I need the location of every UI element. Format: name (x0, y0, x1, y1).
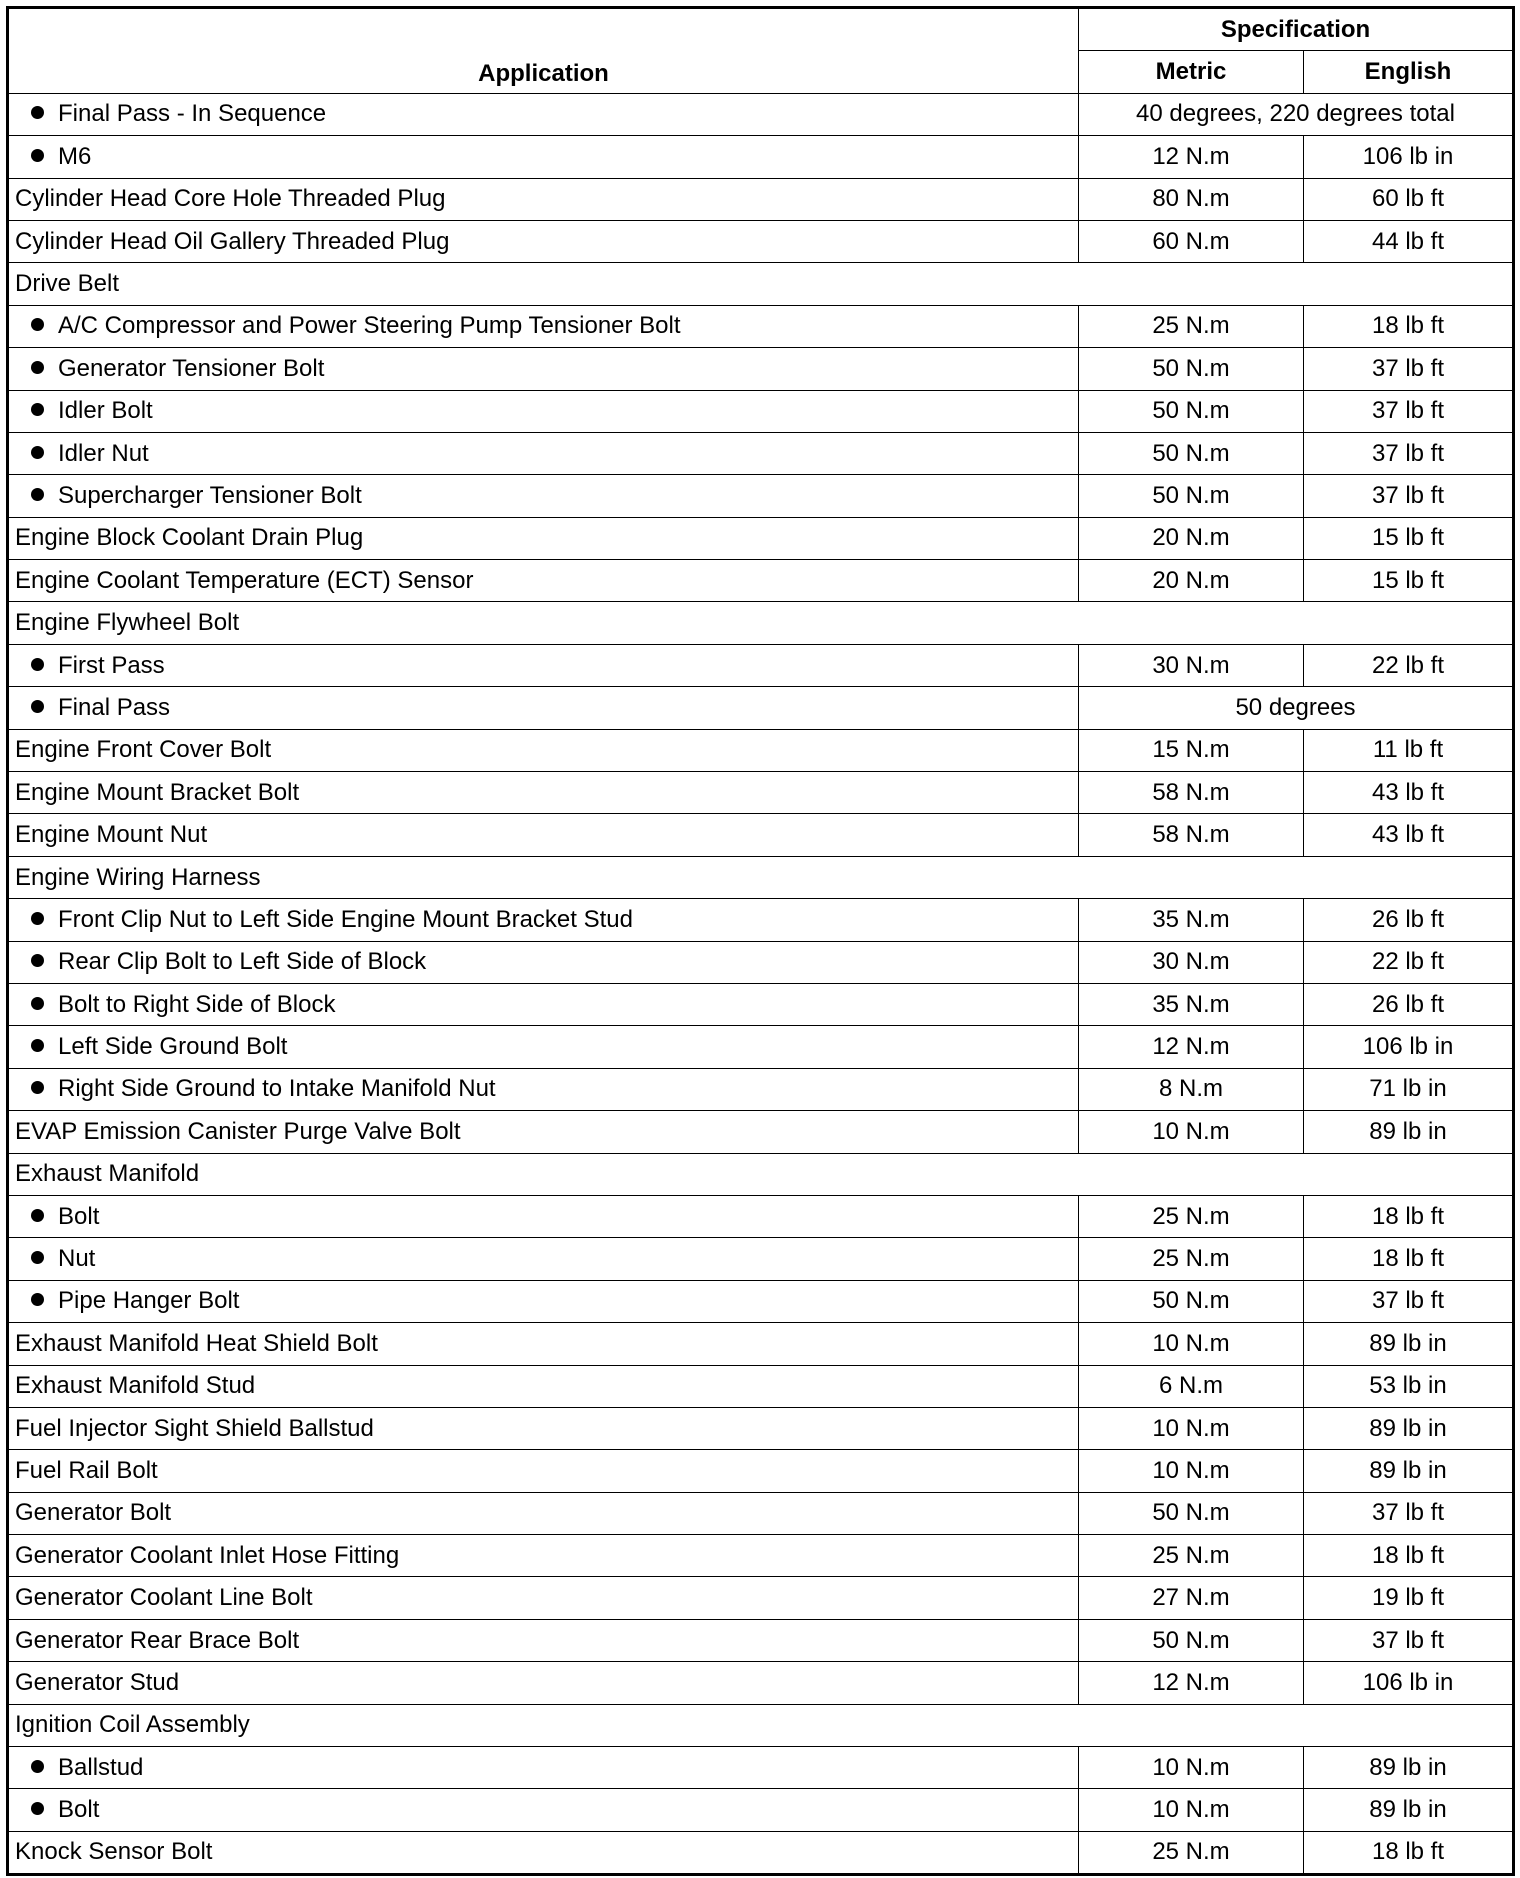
metric-cell: 12 N.m (1079, 1026, 1304, 1068)
english-cell: 11 lb ft (1304, 729, 1514, 771)
table-row (8, 1747, 1514, 1789)
application-label: Engine Front Cover Bolt (15, 736, 272, 764)
english-cell: 89 lb in (1304, 1450, 1514, 1492)
bullet-icon (31, 1802, 44, 1815)
english-cell: 89 lb in (1304, 1789, 1514, 1831)
application-cell (8, 517, 1079, 559)
bullet-icon (31, 361, 44, 374)
application-cell (8, 687, 1079, 729)
table-row (8, 1789, 1514, 1831)
application-label: Final Pass (58, 693, 171, 721)
english-cell: 37 lb ft (1304, 348, 1514, 390)
table-row (8, 432, 1514, 474)
application-label: Drive Belt (15, 270, 120, 298)
application-label: Pipe Hanger Bolt (58, 1287, 240, 1315)
metric-cell: 50 N.m (1079, 390, 1304, 432)
english-cell: 37 lb ft (1304, 432, 1514, 474)
application-cell (8, 560, 1079, 602)
english-cell: 15 lb ft (1304, 560, 1514, 602)
metric-cell: 25 N.m (1079, 1238, 1304, 1280)
metric-cell: 25 N.m (1079, 1535, 1304, 1577)
header-row (8, 8, 1514, 51)
table-row (8, 1450, 1514, 1492)
application-cell (8, 1238, 1079, 1280)
bullet-icon (31, 403, 44, 416)
metric-cell: 80 N.m (1079, 178, 1304, 220)
table-row (8, 1111, 1514, 1153)
table-row (8, 1280, 1514, 1322)
metric-cell: 6 N.m (1079, 1365, 1304, 1407)
english-cell: 18 lb ft (1304, 1535, 1514, 1577)
application-label: Generator Rear Brace Bolt (15, 1626, 300, 1654)
bullet-icon (31, 658, 44, 671)
application-cell (8, 305, 1079, 347)
application-cell (8, 1789, 1079, 1831)
english-cell: 37 lb ft (1304, 1492, 1514, 1534)
application-label: Bolt (58, 1796, 100, 1824)
bullet-icon (31, 1081, 44, 1094)
english-cell: 60 lb ft (1304, 178, 1514, 220)
application-label: Fuel Injector Sight Shield Ballstud (15, 1414, 374, 1442)
application-label: Final Pass - In Sequence (58, 100, 327, 128)
application-label: Ballstud (58, 1753, 144, 1781)
application-label: Ignition Coil Assembly (15, 1711, 250, 1739)
metric-cell: 12 N.m (1079, 1662, 1304, 1704)
metric-cell: 27 N.m (1079, 1577, 1304, 1619)
bullet-icon (31, 1760, 44, 1773)
application-cell (8, 1747, 1079, 1789)
english-cell: 106 lb in (1304, 1026, 1514, 1068)
metric-cell: 10 N.m (1079, 1450, 1304, 1492)
group-row (8, 1704, 1514, 1746)
english-cell: 53 lb in (1304, 1365, 1514, 1407)
application-cell (8, 1662, 1079, 1704)
application-cell (8, 941, 1079, 983)
application-cell (8, 1026, 1079, 1068)
application-cell (8, 772, 1079, 814)
table-row (8, 983, 1514, 1025)
english-cell: 15 lb ft (1304, 517, 1514, 559)
application-cell (8, 1492, 1079, 1534)
table-row (8, 941, 1514, 983)
application-label: Bolt (58, 1202, 100, 1230)
bullet-icon (31, 954, 44, 967)
application-cell (8, 475, 1079, 517)
application-cell (8, 1704, 1514, 1746)
table-row (8, 136, 1514, 178)
metric-cell: 12 N.m (1079, 136, 1304, 178)
application-cell (8, 1407, 1079, 1449)
english-cell: 43 lb ft (1304, 772, 1514, 814)
table-row (8, 560, 1514, 602)
application-cell (8, 1365, 1079, 1407)
application-label: Generator Bolt (15, 1499, 172, 1527)
english-cell: 106 lb in (1304, 1662, 1514, 1704)
english-cell: 37 lb ft (1304, 1619, 1514, 1661)
bullet-icon (31, 1209, 44, 1222)
english-cell: 43 lb ft (1304, 814, 1514, 856)
metric-cell: 25 N.m (1079, 1831, 1304, 1874)
application-label: Engine Block Coolant Drain Plug (15, 524, 364, 552)
application-label: Supercharger Tensioner Bolt (58, 481, 362, 509)
application-label: Nut (58, 1245, 96, 1273)
table-row (8, 772, 1514, 814)
application-label: Right Side Ground to Intake Manifold Nut (58, 1075, 496, 1103)
english-cell: 18 lb ft (1304, 1238, 1514, 1280)
table-body (8, 93, 1514, 1874)
group-row (8, 602, 1514, 644)
bullet-icon (31, 488, 44, 501)
english-cell: 18 lb ft (1304, 1831, 1514, 1874)
metric-cell: 20 N.m (1079, 517, 1304, 559)
metric-cell: 50 N.m (1079, 475, 1304, 517)
metric-cell: 58 N.m (1079, 772, 1304, 814)
application-cell (8, 263, 1514, 305)
metric-cell: 50 N.m (1079, 348, 1304, 390)
english-cell: 26 lb ft (1304, 983, 1514, 1025)
english-cell: 89 lb in (1304, 1111, 1514, 1153)
application-label: Bolt to Right Side of Block (58, 990, 336, 1018)
spanned-spec-cell: 40 degrees, 220 degrees total (1079, 93, 1514, 135)
application-label: Engine Coolant Temperature (ECT) Sensor (15, 566, 474, 594)
metric-cell: 50 N.m (1079, 1619, 1304, 1661)
table-row (8, 390, 1514, 432)
application-cell (8, 1535, 1079, 1577)
english-cell: 89 lb in (1304, 1323, 1514, 1365)
torque-spec-table (6, 6, 1515, 1876)
english-cell: 71 lb in (1304, 1068, 1514, 1110)
group-row (8, 856, 1514, 898)
application-label: Front Clip Nut to Left Side Engine Mount Bracket Stud (58, 905, 633, 933)
application-label: Engine Wiring Harness (15, 863, 261, 891)
application-label: Left Side Ground Bolt (58, 1033, 288, 1061)
application-label: Engine Flywheel Bolt (15, 609, 240, 637)
application-cell (8, 432, 1079, 474)
table-row (8, 1068, 1514, 1110)
metric-cell: 60 N.m (1079, 220, 1304, 262)
bullet-icon (31, 997, 44, 1010)
table-header (8, 8, 1514, 94)
english-cell: 89 lb in (1304, 1407, 1514, 1449)
table-row (8, 1026, 1514, 1068)
application-label: Exhaust Manifold (15, 1160, 200, 1188)
application-label: Knock Sensor Bolt (15, 1838, 213, 1866)
english-cell: 26 lb ft (1304, 899, 1514, 941)
table-row (8, 1195, 1514, 1237)
english-cell: 22 lb ft (1304, 644, 1514, 686)
application-cell (8, 602, 1514, 644)
application-label: Cylinder Head Core Hole Threaded Plug (15, 185, 446, 213)
table-row (8, 644, 1514, 686)
application-cell (8, 644, 1079, 686)
bullet-icon (31, 318, 44, 331)
application-label: Exhaust Manifold Stud (15, 1372, 256, 1400)
application-label: Engine Mount Bracket Bolt (15, 778, 300, 806)
bullet-icon (31, 149, 44, 162)
metric-cell: 10 N.m (1079, 1111, 1304, 1153)
metric-cell: 30 N.m (1079, 941, 1304, 983)
application-label: M6 (58, 142, 92, 170)
bullet-icon (31, 700, 44, 713)
english-cell: 44 lb ft (1304, 220, 1514, 262)
english-cell: 106 lb in (1304, 136, 1514, 178)
table-row (8, 1619, 1514, 1661)
metric-cell: 25 N.m (1079, 1195, 1304, 1237)
application-label: Idler Nut (58, 439, 149, 467)
application-cell (8, 93, 1079, 135)
table-row (8, 220, 1514, 262)
application-cell (8, 390, 1079, 432)
metric-cell: 35 N.m (1079, 899, 1304, 941)
table-row (8, 517, 1514, 559)
english-cell: 37 lb ft (1304, 390, 1514, 432)
table-row (8, 1492, 1514, 1534)
table-row (8, 729, 1514, 771)
table-row (8, 1238, 1514, 1280)
bullet-icon (31, 106, 44, 119)
english-cell: 89 lb in (1304, 1747, 1514, 1789)
english-cell: 19 lb ft (1304, 1577, 1514, 1619)
application-cell (8, 1577, 1079, 1619)
application-label: Engine Mount Nut (15, 821, 208, 849)
metric-cell: 8 N.m (1079, 1068, 1304, 1110)
application-label: Generator Coolant Line Bolt (15, 1584, 313, 1612)
application-cell (8, 983, 1079, 1025)
table-row (8, 93, 1514, 135)
table-row (8, 1577, 1514, 1619)
table-row (8, 814, 1514, 856)
english-cell: 18 lb ft (1304, 1195, 1514, 1237)
bullet-icon (31, 912, 44, 925)
application-label: Fuel Rail Bolt (15, 1456, 158, 1484)
metric-cell: 58 N.m (1079, 814, 1304, 856)
metric-cell: 10 N.m (1079, 1323, 1304, 1365)
application-cell (8, 899, 1079, 941)
application-cell (8, 348, 1079, 390)
application-label: Cylinder Head Oil Gallery Threaded Plug (15, 227, 450, 255)
english-header: English (1304, 51, 1514, 93)
application-cell (8, 136, 1079, 178)
application-cell (8, 1831, 1079, 1874)
table-row (8, 1662, 1514, 1704)
table-row (8, 1535, 1514, 1577)
application-label: First Pass (58, 651, 165, 679)
application-cell (8, 814, 1079, 856)
english-cell: 18 lb ft (1304, 305, 1514, 347)
metric-cell: 25 N.m (1079, 305, 1304, 347)
table-row (8, 348, 1514, 390)
metric-cell: 10 N.m (1079, 1747, 1304, 1789)
application-header: Application (8, 8, 1079, 94)
application-cell (8, 856, 1514, 898)
table-row (8, 1365, 1514, 1407)
metric-cell: 10 N.m (1079, 1407, 1304, 1449)
application-label: EVAP Emission Canister Purge Valve Bolt (15, 1117, 461, 1145)
application-cell (8, 1323, 1079, 1365)
application-cell (8, 1111, 1079, 1153)
metric-cell: 10 N.m (1079, 1789, 1304, 1831)
table-row (8, 475, 1514, 517)
table-row (8, 1407, 1514, 1449)
application-label: A/C Compressor and Power Steering Pump Tensioner Bolt (58, 312, 681, 340)
group-row (8, 263, 1514, 305)
application-cell (8, 1153, 1514, 1195)
application-cell (8, 1619, 1079, 1661)
application-cell (8, 1195, 1079, 1237)
application-cell (8, 1450, 1079, 1492)
metric-cell: 35 N.m (1079, 983, 1304, 1025)
application-label: Generator Coolant Inlet Hose Fitting (15, 1541, 400, 1569)
english-cell: 37 lb ft (1304, 1280, 1514, 1322)
application-label: Idler Bolt (58, 397, 153, 425)
table-row (8, 1831, 1514, 1874)
application-label: Rear Clip Bolt to Left Side of Block (58, 948, 427, 976)
specification-header: Specification (1079, 8, 1514, 51)
metric-cell: 50 N.m (1079, 1492, 1304, 1534)
metric-cell: 50 N.m (1079, 432, 1304, 474)
group-row (8, 1153, 1514, 1195)
application-label: Generator Stud (15, 1668, 180, 1696)
metric-cell: 15 N.m (1079, 729, 1304, 771)
application-cell (8, 1068, 1079, 1110)
bullet-icon (31, 1293, 44, 1306)
application-cell (8, 178, 1079, 220)
english-cell: 22 lb ft (1304, 941, 1514, 983)
spanned-spec-cell: 50 degrees (1079, 687, 1514, 729)
application-cell (8, 1280, 1079, 1322)
table-row (8, 1323, 1514, 1365)
bullet-icon (31, 1039, 44, 1052)
application-label: Exhaust Manifold Heat Shield Bolt (15, 1329, 378, 1357)
application-cell (8, 729, 1079, 771)
metric-cell: 30 N.m (1079, 644, 1304, 686)
metric-cell: 20 N.m (1079, 560, 1304, 602)
application-label: Generator Tensioner Bolt (58, 354, 325, 382)
metric-header: Metric (1079, 51, 1304, 93)
bullet-icon (31, 446, 44, 459)
table-row (8, 178, 1514, 220)
metric-cell: 50 N.m (1079, 1280, 1304, 1322)
table-row (8, 305, 1514, 347)
application-cell (8, 220, 1079, 262)
table-row (8, 899, 1514, 941)
english-cell: 37 lb ft (1304, 475, 1514, 517)
bullet-icon (31, 1251, 44, 1264)
table-row (8, 687, 1514, 729)
